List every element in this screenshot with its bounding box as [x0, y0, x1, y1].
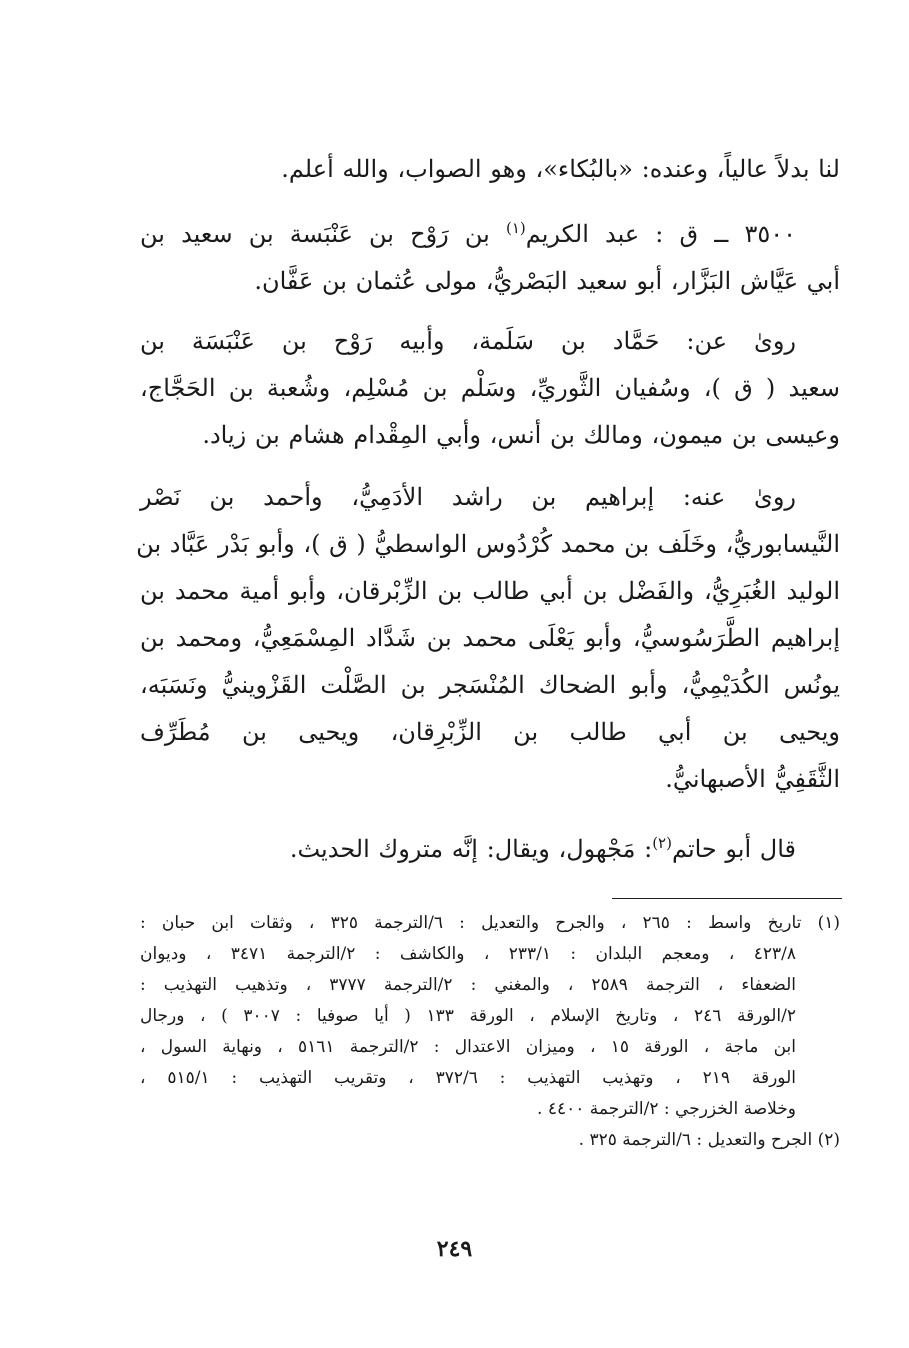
footnote-ref-1: (١) [505, 219, 526, 237]
entry-heading-paragraph [140, 211, 840, 305]
text-line: سعيد ( ق )، وسُفيان الثَّوريِّ، وسَلْم بن مُسْلِم، وشُعبة بن الحَجَّاج، [140, 374, 840, 402]
text-line: الثَّقَفِيُّ الأصبهانيُّ. [665, 765, 840, 793]
text-line [140, 826, 840, 873]
text-line: روىٰ عنه: إبراهيم بن راشد الأدَمِيُّ، وأحمد بن نَصْر [140, 483, 796, 511]
narrated-from-paragraph [140, 318, 840, 459]
footnote-1 [140, 908, 840, 1125]
footnotes [140, 908, 840, 1156]
abu-hatim-paragraph [140, 826, 840, 873]
text-line: أبي عَيَّاش البَزَّار، أبو سعيد البَصْريُّ، مولى عُثمان بن عَفَّان. [254, 267, 840, 295]
narrated-from [140, 318, 840, 459]
text-line: الوليد الغُبَرِيُّ، والفَضْل بن أبي طالب بن الزِّبْرقان، وأبو أمية محمد بن [140, 577, 840, 605]
continuation-line [140, 146, 840, 193]
text-line: النَّيسابوريُّ، وخَلَف بن محمد كُرْدُوس الواسطيُّ ( ق )، وأبو بَدْر عَبَّاد بن [136, 530, 840, 558]
text-line [140, 211, 840, 258]
footnote-line: ابن ماجة ، الورقة ١٥ ، وميزان الاعتدال : ٢/الترجمة ٥١٦١ ، ونهاية السول ، [140, 1037, 797, 1057]
footnote-line: الضعفاء ، الترجمة ٢٥٨٩ ، والمغني : ٢/الترجمة ٣٧٧٧ ، وتذهيب التهذيب : [140, 975, 796, 995]
text-line: ويحيى بن أبي طالب بن الزِّبْرِقان، ويحيى بن مُطَرِّف [140, 718, 840, 746]
narrated-by [136, 474, 840, 803]
entry-heading [140, 211, 840, 305]
footnote-line: ٤٢٣/٨ ، ومعجم البلدان : ٢٣٣/١ ، والكاشف : ٢/الترجمة ٣٤٧١ ، وديوان [140, 944, 796, 964]
footnote-line: (٢) الجرح والتعديل : ٦/الترجمة ٣٢٥ . [578, 1130, 840, 1150]
entry-number-and-name: ٣٥٠٠ ــ ق : عبد الكريم [525, 220, 797, 248]
page-number: ٢٤٩ [436, 1236, 473, 1262]
footnote-line: وخلاصة الخزرجي : ٢/الترجمة ٤٤٠٠ . [537, 1099, 796, 1119]
footnote-2 [140, 1125, 840, 1156]
abu-hatim-statement [140, 826, 840, 873]
text-line: وعيسى بن ميمون، ومالك بن أنس، وأبي المِقْدام هشام بن زياد. [202, 421, 840, 449]
footnote-line: (١) تاريخ واسط : ٢٦٥ ، والجرح والتعديل : ٦/الترجمة ٣٢٥ ، وثقات ابن حبان : [140, 913, 841, 933]
entry-lineage: بن رَوْح بن عَنْبَسة بن سعيد بن [140, 220, 506, 248]
footnote-line: ٢/الورقة ٢٤٦ ، وتاريخ الإسلام ، الورقة ١٣٣ ( أيا صوفيا : ٣٠٠٧ ) ، ورجال [140, 1006, 796, 1026]
footnote-ref-2: (٢) [652, 834, 672, 852]
continuation-paragraph [140, 146, 840, 193]
text-line: يونُس الكُدَيْمِيُّ، وأبو الضحاك المُنْسَجر بن الصَّلْت القَزْوينيُّ ونَسَبَه، [140, 671, 840, 699]
narrated-by-paragraph [136, 474, 840, 803]
text-line: إبراهيم الطَّرَسُوسيُّ، وأبو يَعْلَى محمد بن شَدَّاد المِسْمَعِيُّ، ومحمد بن [140, 624, 840, 652]
text-line: روىٰ عن: حَمَّاد بن سَلَمة، وأبيه رَوْح بن عَنْبَسَة بن [140, 327, 796, 355]
footnote-separator [612, 898, 842, 899]
abu-hatim-verdict: : مَجْهول، ويقال: إنَّه متروك الحديث. [289, 835, 653, 863]
text-line: لنا بدلاً عالياً، وعنده: «بالبُكاء»، وهو الصواب، والله أعلم. [281, 155, 840, 183]
footnote-line: الورقة ٢١٩ ، وتهذيب التهذيب : ٣٧٢/٦ ، وتقريب التهذيب : ٥١٥/١ ، [140, 1068, 796, 1088]
abu-hatim-label: قال أبو حاتم [671, 835, 796, 863]
